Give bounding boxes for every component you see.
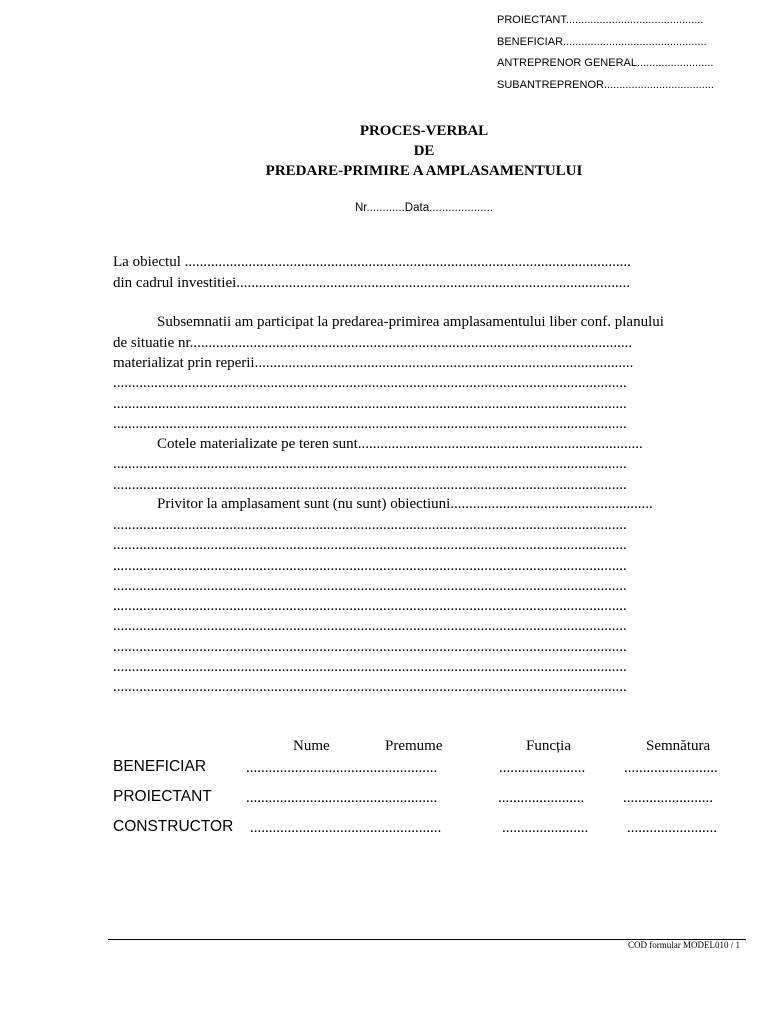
role-label: BENEFICIAR: [497, 36, 564, 48]
header-role-subantreprenor: [497, 79, 714, 91]
header-role-antreprenor: [497, 57, 713, 69]
title-line-2: DE: [413, 143, 435, 159]
signature-function-line[interactable]: .......................: [502, 820, 589, 836]
blank-fill-line[interactable]: .........................................................................................................................................: [113, 416, 627, 432]
signature-sign-line[interactable]: ........................: [623, 790, 713, 806]
subsemnatii-paragraph: Subsemnatii am participat la predarea-primirea amplasamentului liber conf. planului: [157, 314, 664, 330]
role-label: PROIECTANT: [497, 14, 566, 26]
signature-sign-line[interactable]: .........................: [624, 760, 718, 776]
blank-fill-line[interactable]: .........................................................................................................................................: [113, 517, 627, 533]
privitor-line[interactable]: Privitor la amplasament sunt (nu sunt) obiectiuni......................................................: [157, 496, 653, 512]
form-code: COD formular MODEL010 / 1: [628, 940, 740, 950]
signature-row-label: CONSTRUCTOR: [113, 818, 234, 835]
signature-row-label: PROIECTANT: [113, 788, 212, 805]
signature-name-line[interactable]: ...................................................: [246, 760, 438, 776]
blank-fill-line[interactable]: .........................................................................................................................................: [113, 578, 627, 594]
signature-sign-line[interactable]: ........................: [627, 820, 717, 836]
role-fill-line[interactable]: ....................................: [603, 79, 714, 91]
blank-fill-line[interactable]: .........................................................................................................................................: [113, 659, 627, 675]
column-header-nume: Nume: [293, 738, 330, 754]
blank-fill-line[interactable]: .........................................................................................................................................: [113, 598, 627, 614]
blank-fill-line[interactable]: .........................................................................................................................................: [113, 639, 627, 655]
blank-fill-line[interactable]: .........................................................................................................................................: [113, 477, 627, 493]
column-header-prenume: Premume: [385, 738, 443, 754]
role-fill-line[interactable]: .............................................: [565, 14, 704, 26]
cotele-line[interactable]: Cotele materializate pe teren sunt............................................................................: [157, 436, 643, 452]
signature-name-line[interactable]: ...................................................: [246, 790, 438, 806]
title-line-3: PREDARE-PRIMIRE A AMPLASAMENTULUI: [265, 163, 583, 179]
obiect-line[interactable]: La obiectul .......................................................................................................................: [113, 254, 631, 270]
blank-fill-line[interactable]: .........................................................................................................................................: [113, 618, 627, 634]
role-fill-line[interactable]: .........................: [636, 57, 714, 69]
situatie-line[interactable]: de situatie nr......................................................................................................................: [113, 335, 633, 351]
signature-function-line[interactable]: .......................: [498, 790, 585, 806]
blank-fill-line[interactable]: .........................................................................................................................................: [113, 558, 627, 574]
role-label: SUBANTREPRENOR: [497, 79, 604, 91]
signature-function-line[interactable]: .......................: [499, 760, 586, 776]
blank-fill-line[interactable]: .........................................................................................................................................: [113, 456, 627, 472]
header-role-proiectant: [497, 14, 703, 26]
signature-row-label: BENEFICIAR: [113, 758, 207, 775]
reperi-line[interactable]: materializat prin reperii.....................................................................................................: [113, 355, 634, 371]
signature-name-line[interactable]: ...................................................: [250, 820, 442, 836]
blank-fill-line[interactable]: .........................................................................................................................................: [113, 537, 627, 553]
role-fill-line[interactable]: ...............................................: [563, 36, 707, 48]
blank-fill-line[interactable]: .........................................................................................................................................: [113, 375, 627, 391]
header-role-beneficiar: [497, 36, 707, 48]
column-header-semnatura: Semnătura: [646, 738, 711, 754]
blank-fill-line[interactable]: .........................................................................................................................................: [113, 396, 627, 412]
investitie-line[interactable]: din cadrul investitiei.........................................................................................................: [113, 275, 631, 291]
blank-fill-line[interactable]: .........................................................................................................................................: [113, 679, 627, 695]
column-header-functia: Funcția: [526, 738, 571, 754]
nr-data-field[interactable]: Nr............Data....................: [354, 202, 494, 214]
role-label: ANTREPRENOR GENERAL: [497, 57, 637, 69]
title-line-1: PROCES-VERBAL: [359, 123, 489, 139]
